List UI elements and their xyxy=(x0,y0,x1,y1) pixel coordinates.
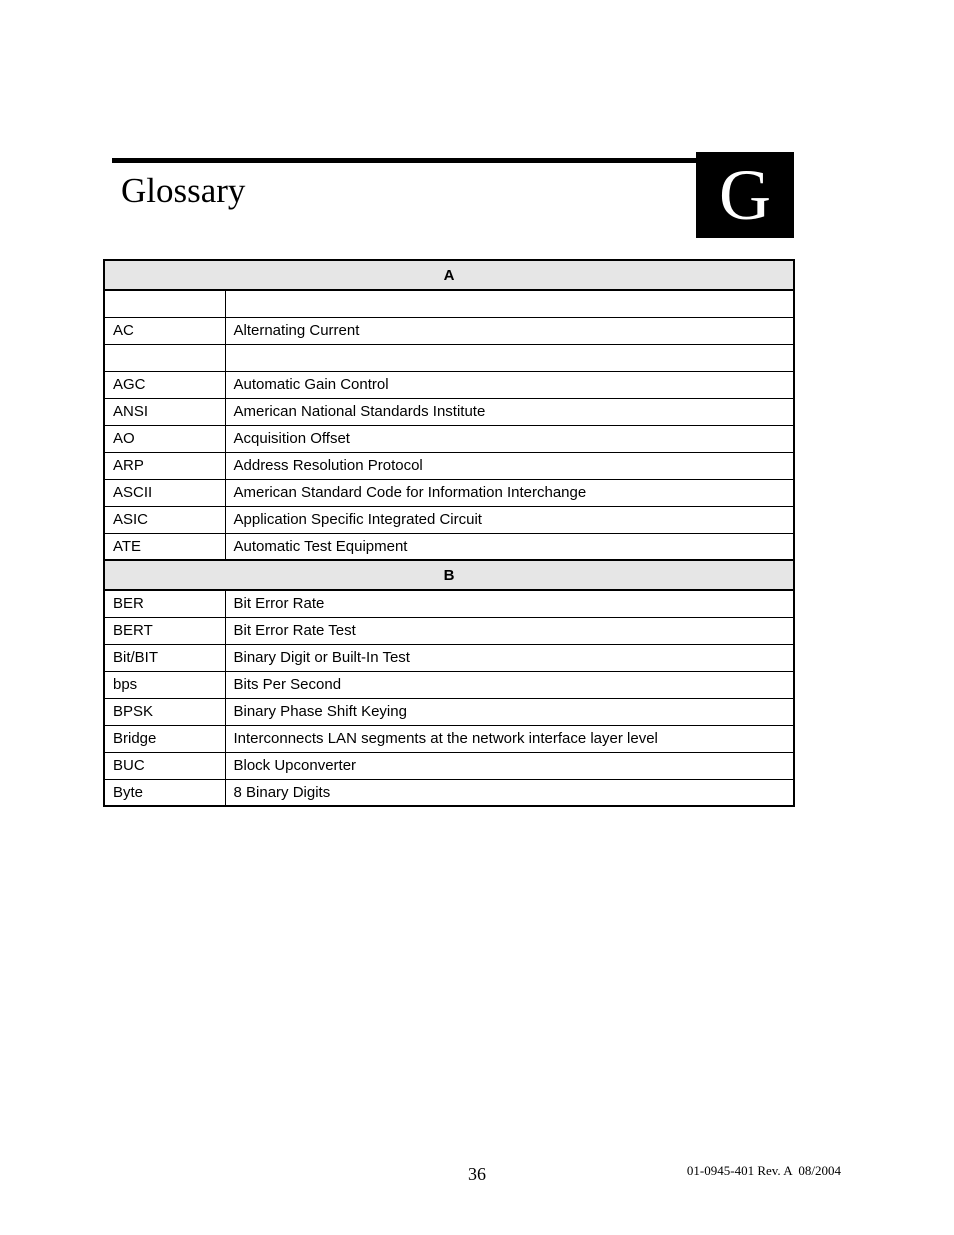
page-title: Glossary xyxy=(121,171,246,210)
table-row xyxy=(104,344,794,371)
definition-cell: 8 Binary Digits xyxy=(225,779,794,806)
definition-cell: Application Specific Integrated Circuit xyxy=(225,506,794,533)
definition-cell: Binary Phase Shift Keying xyxy=(225,698,794,725)
table-row xyxy=(104,317,794,344)
document-id: 01-0945-401 Rev. A 08/2004 xyxy=(686,1163,841,1178)
table-row xyxy=(104,398,794,425)
abbreviation-cell: ASCII xyxy=(104,479,225,506)
abbreviation-cell: AGC xyxy=(104,371,225,398)
section-heading: B xyxy=(104,560,794,590)
definition-cell: Bits Per Second xyxy=(225,671,794,698)
definition-cell xyxy=(225,290,794,317)
definition-cell: American Standard Code for Information Interchange xyxy=(225,479,794,506)
definition-cell: American National Standards Institute xyxy=(225,398,794,425)
table-row xyxy=(104,371,794,398)
definition-cell: Binary Digit or Built-In Test xyxy=(225,644,794,671)
abbreviation-cell: AO xyxy=(104,425,225,452)
table-row xyxy=(104,752,794,779)
table-row xyxy=(104,452,794,479)
abbreviation-cell: bps xyxy=(104,671,225,698)
table-row xyxy=(104,590,794,617)
abbreviation-cell: ASIC xyxy=(104,506,225,533)
abbreviation-cell: BER xyxy=(104,590,225,617)
definition-cell: Address Resolution Protocol xyxy=(225,452,794,479)
abbreviation-cell: BUC xyxy=(104,752,225,779)
table-row xyxy=(104,644,794,671)
abbreviation-cell: ATE xyxy=(104,533,225,560)
table-row xyxy=(104,425,794,452)
abbreviation-cell xyxy=(104,290,225,317)
abbreviation-cell: ARP xyxy=(104,452,225,479)
abbreviation-cell xyxy=(104,344,225,371)
abbreviation-cell: BPSK xyxy=(104,698,225,725)
page-number: 36 xyxy=(468,1164,486,1184)
abbreviation-cell: AC xyxy=(104,317,225,344)
definition-cell: Bit Error Rate Test xyxy=(225,617,794,644)
abbreviation-cell: BERT xyxy=(104,617,225,644)
abbreviation-cell: Byte xyxy=(104,779,225,806)
definition-cell: Alternating Current xyxy=(225,317,794,344)
definition-cell: Interconnects LAN segments at the network interface layer level xyxy=(225,725,794,752)
definition-cell: Bit Error Rate xyxy=(225,590,794,617)
chapter-letter-box: G xyxy=(696,152,794,238)
table-row xyxy=(104,698,794,725)
title-rule xyxy=(112,158,698,163)
definition-cell: Block Upconverter xyxy=(225,752,794,779)
table-row xyxy=(104,725,794,752)
table-row xyxy=(104,506,794,533)
definition-cell: Automatic Gain Control xyxy=(225,371,794,398)
table-row xyxy=(104,671,794,698)
table-row xyxy=(104,533,794,560)
definition-cell xyxy=(225,344,794,371)
definition-cell: Acquisition Offset xyxy=(225,425,794,452)
glossary-table xyxy=(103,259,795,807)
table-row xyxy=(104,779,794,806)
table-row xyxy=(104,617,794,644)
table-row xyxy=(104,290,794,317)
section-header-row xyxy=(104,260,794,290)
abbreviation-cell: ANSI xyxy=(104,398,225,425)
abbreviation-cell: Bridge xyxy=(104,725,225,752)
abbreviation-cell: Bit/BIT xyxy=(104,644,225,671)
section-heading: A xyxy=(104,260,794,290)
table-row xyxy=(104,479,794,506)
definition-cell: Automatic Test Equipment xyxy=(225,533,794,560)
section-header-row xyxy=(104,560,794,590)
